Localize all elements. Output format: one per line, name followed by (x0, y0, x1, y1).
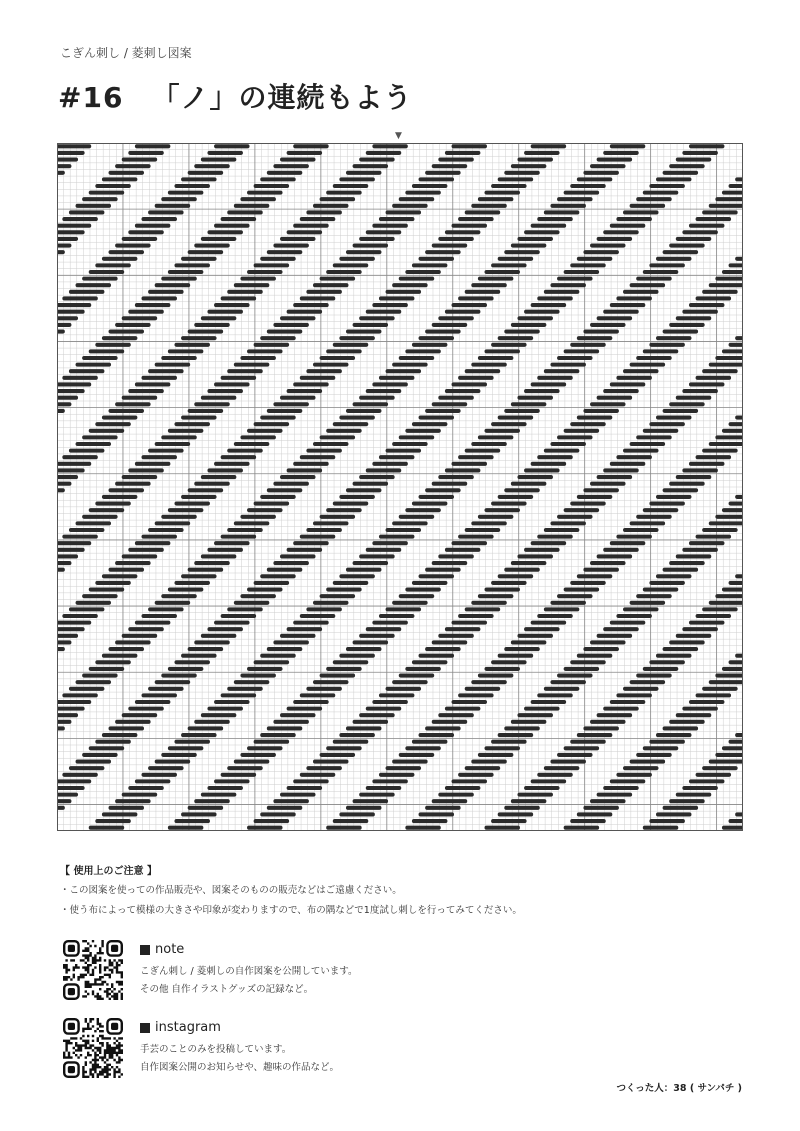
qr-code-icon[interactable] (63, 940, 123, 1000)
notes-list (60, 882, 522, 922)
square-bullet-icon (140, 945, 150, 955)
author-credit: つくった人：38 ( サンパチ ) (616, 1083, 742, 1094)
instagram-line: 自作図案公開のお知らせや、趣味の作品など。 (140, 1062, 340, 1073)
note-description (140, 963, 357, 999)
pattern-number: #16 (58, 81, 124, 114)
instagram-description (140, 1041, 339, 1077)
stitch-pattern-chart (57, 143, 743, 831)
page-subtitle: こぎん刺し / 菱刺し図案 (60, 46, 192, 60)
note-label: note (155, 942, 185, 957)
qr-code-icon[interactable] (63, 1018, 123, 1078)
note-section-title (140, 942, 184, 957)
note-line: その他 自作イラストグッズの記録など。 (140, 984, 314, 995)
page-title (58, 76, 412, 116)
instagram-label: instagram (155, 1020, 221, 1035)
note-item: ・この図案を使っての作品販売や、図案そのものの販売などはご遠慮ください。 (60, 885, 402, 896)
instagram-line: 手芸のことのみを投稿しています。 (140, 1044, 292, 1055)
instagram-section-title (140, 1020, 221, 1035)
note-item: ・使う布によって模様の大きさや印象が変わりますので、布の隅などで1度試し刺しを行ってみてください。 (60, 905, 522, 916)
pattern-name: 「ノ」の連続もよう (151, 81, 413, 114)
center-marker-icon: ▼ (395, 131, 402, 141)
notes-heading: 【 使用上のご注意 】 (60, 866, 157, 877)
square-bullet-icon (140, 1023, 150, 1033)
note-line: こぎん刺し / 菱刺しの自作図案を公開しています。 (140, 966, 358, 977)
